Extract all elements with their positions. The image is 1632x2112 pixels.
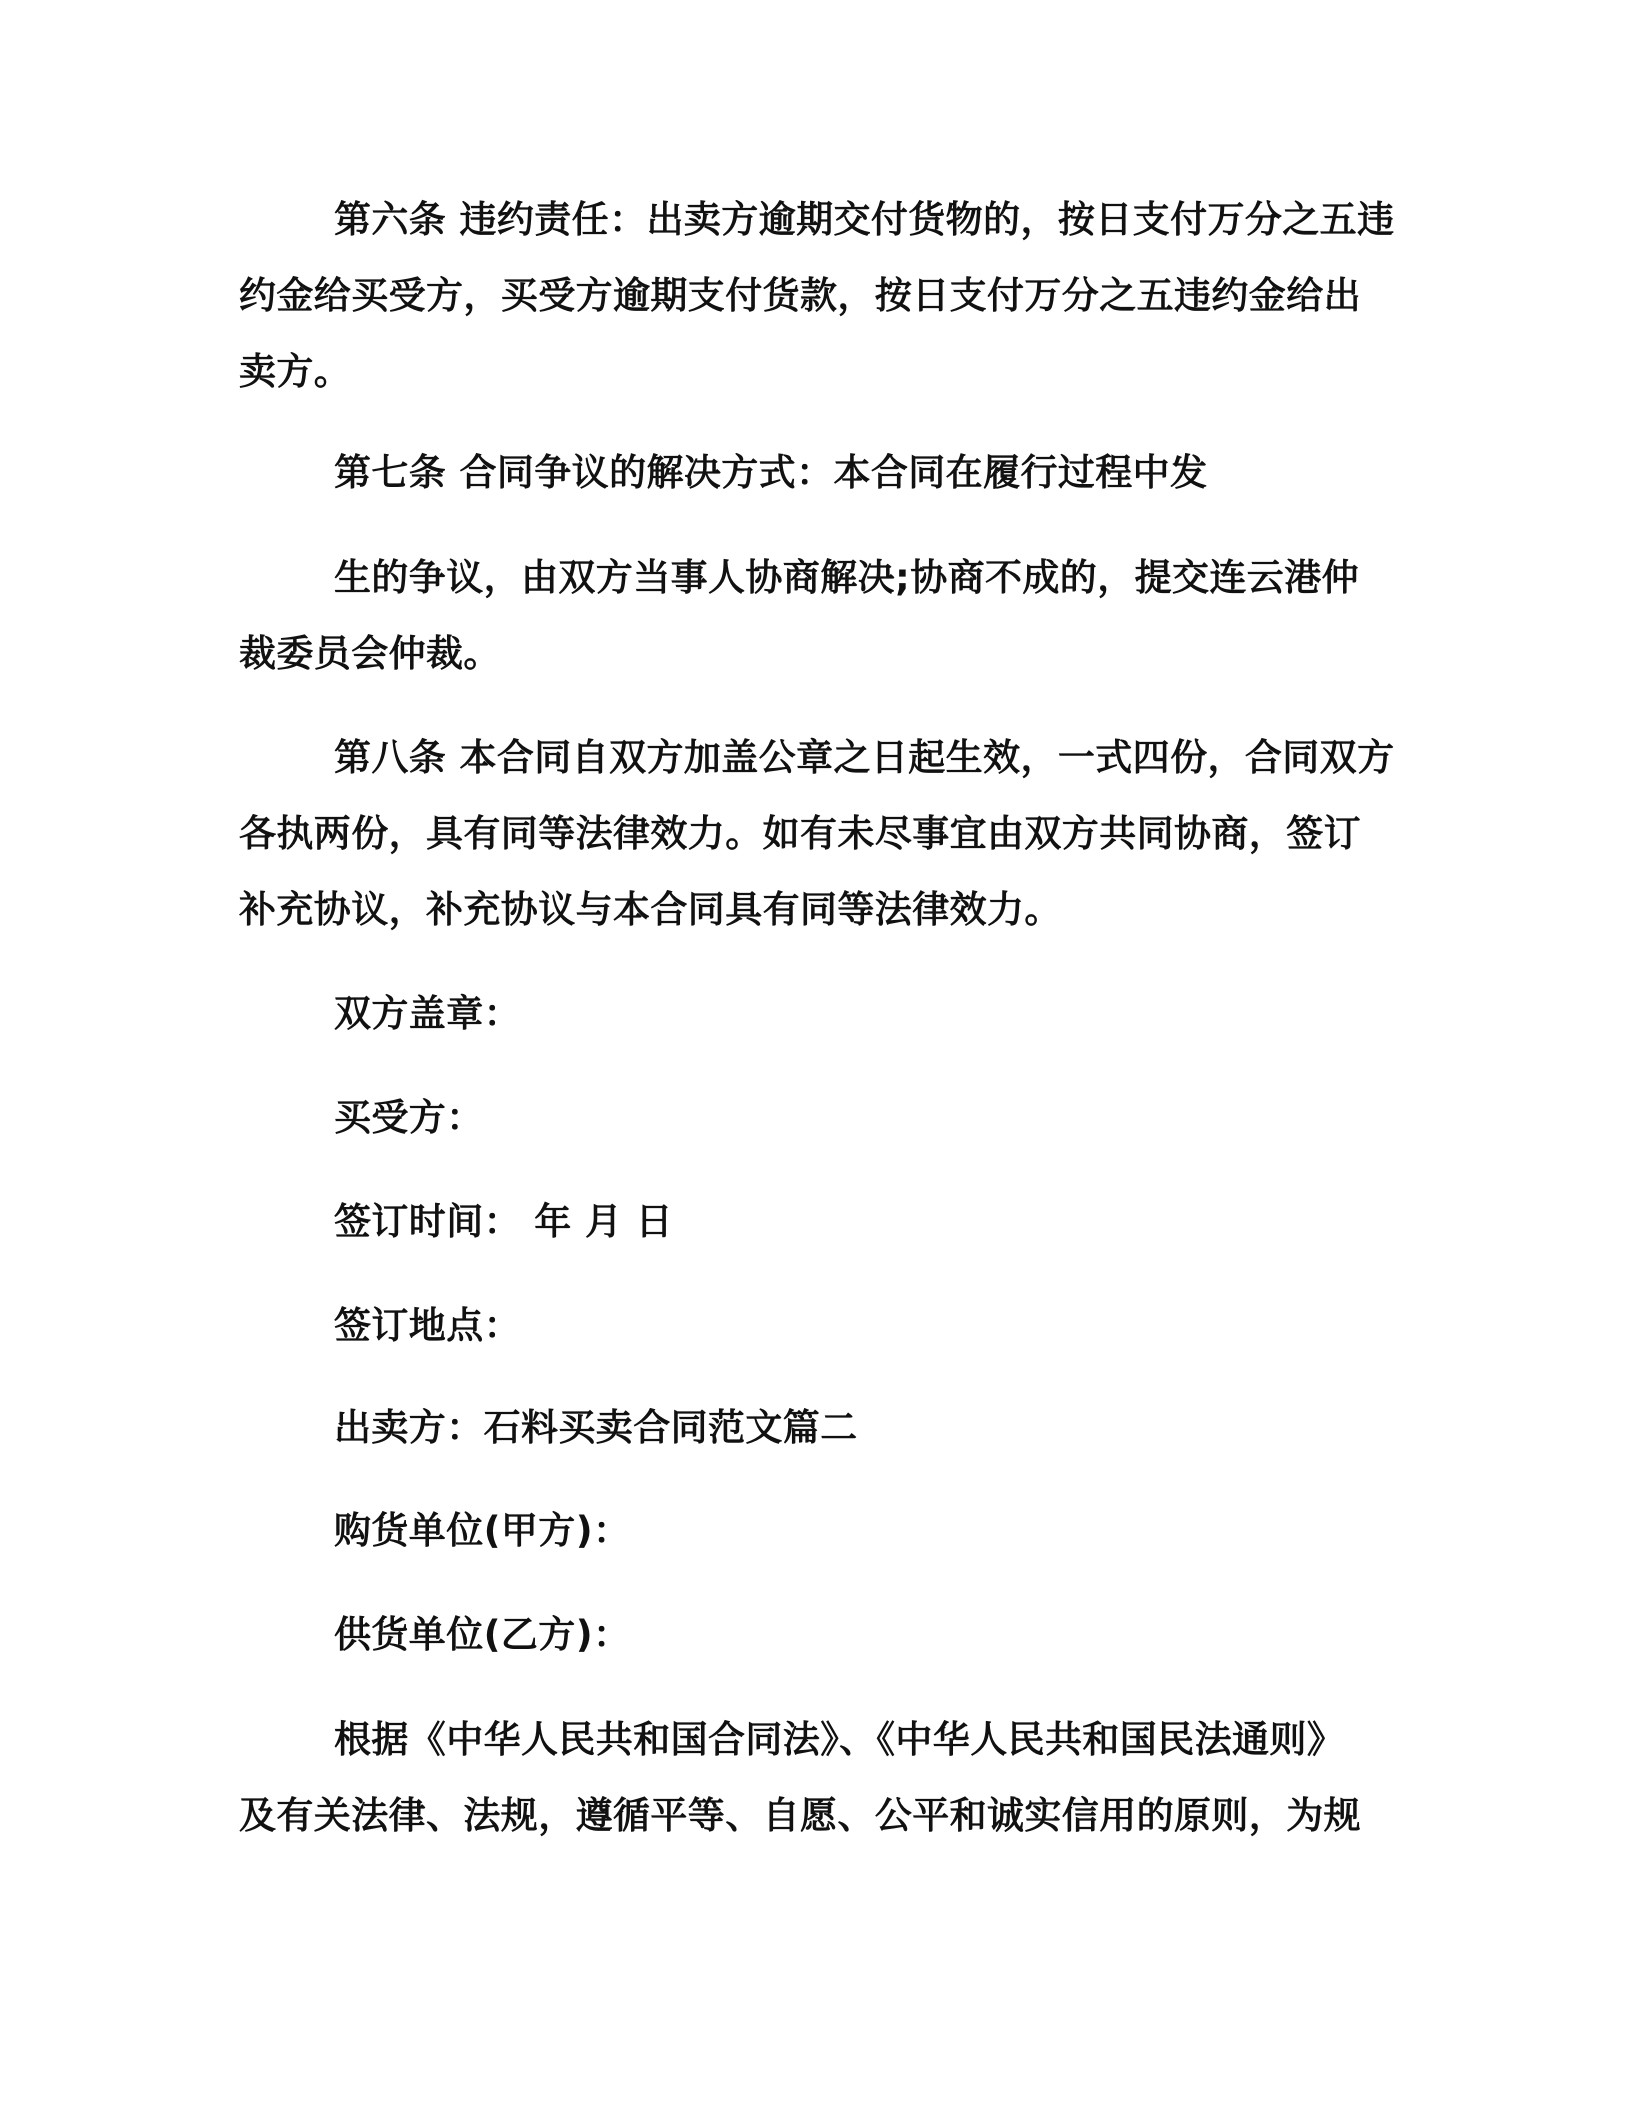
article-8-line-1: 第八条 本合同自双方加盖公章之日起生效，一式四份，合同双方 <box>334 736 1395 779</box>
article-8-line-2: 各执两份，具有同等法律效力。如有未尽事宜由双方共同协商，签订 <box>239 812 1361 855</box>
article-6-line-3: 卖方。 <box>239 350 352 393</box>
article-8-line-3: 补充协议，补充协议与本合同具有同等法律效力。 <box>239 888 1062 931</box>
seller-and-title: 出卖方：石料买卖合同范文篇二 <box>334 1406 858 1449</box>
basis-line-1: 根据《中华人民共和国合同法》、《中华人民共和国民法通则》 <box>334 1718 1345 1761</box>
party-b-label: 供货单位(乙方)： <box>334 1613 631 1656</box>
article-6-line-2: 约金给买受方，买受方逾期支付货款，按日支付万分之五违约金给出 <box>239 274 1361 317</box>
buyer-label: 买受方： <box>334 1096 484 1139</box>
basis-line-2: 及有关法律、法规，遵循平等、自愿、公平和诚实信用的原则，为规 <box>239 1794 1361 1837</box>
article-7-line-2: 生的争议，由双方当事人协商解决;协商不成的，提交连云港仲 <box>334 556 1359 599</box>
article-7-line-3: 裁委员会仲裁。 <box>239 632 501 675</box>
party-a-label: 购货单位(甲方)： <box>334 1509 631 1552</box>
seal-label: 双方盖章： <box>334 992 521 1035</box>
sign-time-label: 签订时间： 年 月 日 <box>334 1200 674 1243</box>
sign-place-label: 签订地点： <box>334 1304 521 1347</box>
article-6-line-1: 第六条 违约责任：出卖方逾期交付货物的，按日支付万分之五违 <box>334 198 1395 241</box>
article-7-line-1: 第七条 合同争议的解决方式：本合同在履行过程中发 <box>334 451 1208 494</box>
